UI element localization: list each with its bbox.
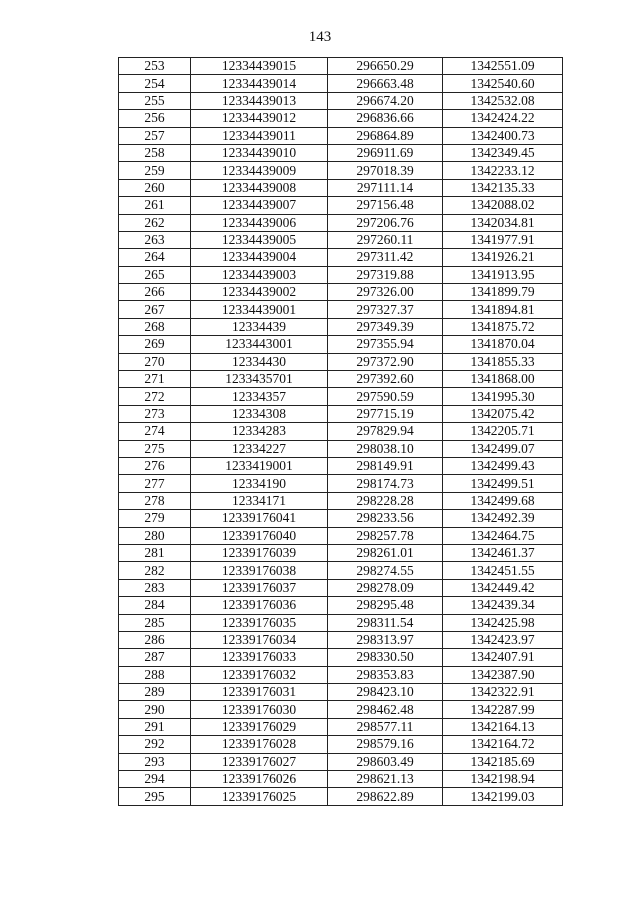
y-coordinate-cell: 1341855.33 [443,353,563,370]
row-number-cell: 265 [119,266,191,283]
y-coordinate-cell: 1342499.68 [443,492,563,509]
x-coordinate-cell: 297319.88 [328,266,443,283]
y-coordinate-cell: 1342407.91 [443,649,563,666]
x-coordinate-cell: 297260.11 [328,231,443,248]
point-id-cell: 12334439009 [191,162,328,179]
row-number-cell: 272 [119,388,191,405]
x-coordinate-cell: 298278.09 [328,579,443,596]
point-id-cell: 12339176041 [191,510,328,527]
x-coordinate-cell: 298353.83 [328,666,443,683]
y-coordinate-cell: 1342164.72 [443,736,563,753]
row-number-cell: 273 [119,405,191,422]
row-number-cell: 266 [119,284,191,301]
table-row [119,771,563,788]
table-row [119,371,563,388]
row-number-cell: 279 [119,510,191,527]
x-coordinate-cell: 298295.48 [328,597,443,614]
x-coordinate-cell: 296836.66 [328,110,443,127]
table-row [119,614,563,631]
y-coordinate-cell: 1342349.45 [443,144,563,161]
point-id-cell: 12334439012 [191,110,328,127]
y-coordinate-cell: 1341899.79 [443,284,563,301]
table-row [119,492,563,509]
y-coordinate-cell: 1342387.90 [443,666,563,683]
x-coordinate-cell: 296864.89 [328,127,443,144]
x-coordinate-cell: 298462.48 [328,701,443,718]
table-row [119,336,563,353]
point-id-cell: 12339176033 [191,649,328,666]
x-coordinate-cell: 297829.94 [328,423,443,440]
table-row [119,597,563,614]
y-coordinate-cell: 1342088.02 [443,197,563,214]
row-number-cell: 293 [119,753,191,770]
point-id-cell: 12339176027 [191,753,328,770]
coordinates-table-container [118,57,562,806]
point-id-cell: 12334357 [191,388,328,405]
point-id-cell: 12339176031 [191,684,328,701]
point-id-cell: 12334190 [191,475,328,492]
table-row [119,162,563,179]
y-coordinate-cell: 1342532.08 [443,92,563,109]
row-number-cell: 261 [119,197,191,214]
x-coordinate-cell: 297355.94 [328,336,443,353]
y-coordinate-cell: 1342499.07 [443,440,563,457]
x-coordinate-cell: 297326.00 [328,284,443,301]
row-number-cell: 284 [119,597,191,614]
point-id-cell: 12334439011 [191,127,328,144]
point-id-cell: 12334439007 [191,197,328,214]
row-number-cell: 269 [119,336,191,353]
point-id-cell: 12339176032 [191,666,328,683]
table-row [119,58,563,75]
point-id-cell: 12339176040 [191,527,328,544]
x-coordinate-cell: 298579.16 [328,736,443,753]
table-row [119,144,563,161]
y-coordinate-cell: 1342449.42 [443,579,563,596]
point-id-cell: 12334439005 [191,231,328,248]
row-number-cell: 277 [119,475,191,492]
table-row [119,197,563,214]
row-number-cell: 285 [119,614,191,631]
x-coordinate-cell: 298311.54 [328,614,443,631]
point-id-cell: 12334439001 [191,301,328,318]
y-coordinate-cell: 1341875.72 [443,318,563,335]
x-coordinate-cell: 296674.20 [328,92,443,109]
row-number-cell: 259 [119,162,191,179]
y-coordinate-cell: 1342424.22 [443,110,563,127]
point-id-cell: 12339176038 [191,562,328,579]
y-coordinate-cell: 1342540.60 [443,75,563,92]
row-number-cell: 258 [119,144,191,161]
y-coordinate-cell: 1342322.91 [443,684,563,701]
x-coordinate-cell: 298622.89 [328,788,443,805]
row-number-cell: 262 [119,214,191,231]
row-number-cell: 255 [119,92,191,109]
y-coordinate-cell: 1342135.33 [443,179,563,196]
x-coordinate-cell: 297715.19 [328,405,443,422]
row-number-cell: 267 [119,301,191,318]
table-row [119,301,563,318]
y-coordinate-cell: 1342451.55 [443,562,563,579]
row-number-cell: 276 [119,457,191,474]
x-coordinate-cell: 298261.01 [328,544,443,561]
y-coordinate-cell: 1342075.42 [443,405,563,422]
page-number: 143 [308,29,332,45]
point-id-cell: 12334439010 [191,144,328,161]
y-coordinate-cell: 1341995.30 [443,388,563,405]
y-coordinate-cell: 1342423.97 [443,631,563,648]
x-coordinate-cell: 296911.69 [328,144,443,161]
table-row [119,736,563,753]
x-coordinate-cell: 296650.29 [328,58,443,75]
x-coordinate-cell: 298257.78 [328,527,443,544]
coordinates-table [118,57,563,806]
x-coordinate-cell: 298621.13 [328,771,443,788]
y-coordinate-cell: 1342205.71 [443,423,563,440]
point-id-cell: 12339176028 [191,736,328,753]
y-coordinate-cell: 1342461.37 [443,544,563,561]
point-id-cell: 12334439006 [191,214,328,231]
row-number-cell: 274 [119,423,191,440]
table-row [119,631,563,648]
x-coordinate-cell: 298274.55 [328,562,443,579]
table-row [119,684,563,701]
x-coordinate-cell: 298038.10 [328,440,443,457]
row-number-cell: 281 [119,544,191,561]
y-coordinate-cell: 1342492.39 [443,510,563,527]
point-id-cell: 12339176030 [191,701,328,718]
table-row [119,457,563,474]
x-coordinate-cell: 297311.42 [328,249,443,266]
table-row [119,579,563,596]
x-coordinate-cell: 297349.39 [328,318,443,335]
x-coordinate-cell: 298423.10 [328,684,443,701]
point-id-cell: 12334439 [191,318,328,335]
table-row [119,353,563,370]
point-id-cell: 12339176025 [191,788,328,805]
row-number-cell: 253 [119,58,191,75]
x-coordinate-cell: 297392.60 [328,371,443,388]
y-coordinate-cell: 1342400.73 [443,127,563,144]
x-coordinate-cell: 297156.48 [328,197,443,214]
row-number-cell: 291 [119,718,191,735]
row-number-cell: 263 [119,231,191,248]
table-row [119,666,563,683]
point-id-cell: 1233435701 [191,371,328,388]
point-id-cell: 12334171 [191,492,328,509]
y-coordinate-cell: 1341870.04 [443,336,563,353]
table-row [119,649,563,666]
row-number-cell: 275 [119,440,191,457]
table-row [119,266,563,283]
point-id-cell: 12334308 [191,405,328,422]
table-row [119,110,563,127]
table-row [119,388,563,405]
row-number-cell: 260 [119,179,191,196]
point-id-cell: 12339176036 [191,597,328,614]
table-row [119,510,563,527]
row-number-cell: 290 [119,701,191,718]
x-coordinate-cell: 297327.37 [328,301,443,318]
y-coordinate-cell: 1342464.75 [443,527,563,544]
table-row [119,214,563,231]
table-row [119,423,563,440]
y-coordinate-cell: 1342164.13 [443,718,563,735]
table-row [119,179,563,196]
row-number-cell: 271 [119,371,191,388]
x-coordinate-cell: 297206.76 [328,214,443,231]
row-number-cell: 282 [119,562,191,579]
table-row [119,788,563,805]
table-row [119,475,563,492]
point-id-cell: 12334439013 [191,92,328,109]
row-number-cell: 254 [119,75,191,92]
table-row [119,405,563,422]
y-coordinate-cell: 1342233.12 [443,162,563,179]
row-number-cell: 268 [119,318,191,335]
point-id-cell: 1233419001 [191,457,328,474]
x-coordinate-cell: 296663.48 [328,75,443,92]
table-row [119,127,563,144]
table-row [119,701,563,718]
row-number-cell: 292 [119,736,191,753]
x-coordinate-cell: 297018.39 [328,162,443,179]
row-number-cell: 286 [119,631,191,648]
x-coordinate-cell: 298174.73 [328,475,443,492]
row-number-cell: 256 [119,110,191,127]
table-row [119,753,563,770]
table-row [119,249,563,266]
row-number-cell: 295 [119,788,191,805]
point-id-cell: 12334439015 [191,58,328,75]
point-id-cell: 12334227 [191,440,328,457]
y-coordinate-cell: 1342199.03 [443,788,563,805]
x-coordinate-cell: 298577.11 [328,718,443,735]
table-row [119,544,563,561]
table-row [119,92,563,109]
y-coordinate-cell: 1342425.98 [443,614,563,631]
y-coordinate-cell: 1342185.69 [443,753,563,770]
table-row [119,718,563,735]
y-coordinate-cell: 1341977.91 [443,231,563,248]
table-row [119,527,563,544]
point-id-cell: 12334439002 [191,284,328,301]
y-coordinate-cell: 1342034.81 [443,214,563,231]
point-id-cell: 12334439003 [191,266,328,283]
point-id-cell: 12339176035 [191,614,328,631]
x-coordinate-cell: 298233.56 [328,510,443,527]
row-number-cell: 287 [119,649,191,666]
point-id-cell: 12334439004 [191,249,328,266]
y-coordinate-cell: 1341913.95 [443,266,563,283]
row-number-cell: 294 [119,771,191,788]
x-coordinate-cell: 298149.91 [328,457,443,474]
y-coordinate-cell: 1341926.21 [443,249,563,266]
table-row [119,318,563,335]
y-coordinate-cell: 1341868.00 [443,371,563,388]
table-row [119,231,563,248]
point-id-cell: 12339176026 [191,771,328,788]
row-number-cell: 289 [119,684,191,701]
y-coordinate-cell: 1342439.34 [443,597,563,614]
row-number-cell: 280 [119,527,191,544]
point-id-cell: 12339176039 [191,544,328,561]
table-row [119,562,563,579]
y-coordinate-cell: 1342499.43 [443,457,563,474]
point-id-cell: 12334439008 [191,179,328,196]
y-coordinate-cell: 1342287.99 [443,701,563,718]
point-id-cell: 12334430 [191,353,328,370]
row-number-cell: 264 [119,249,191,266]
x-coordinate-cell: 297372.90 [328,353,443,370]
point-id-cell: 12334439014 [191,75,328,92]
row-number-cell: 288 [119,666,191,683]
x-coordinate-cell: 298330.50 [328,649,443,666]
x-coordinate-cell: 297590.59 [328,388,443,405]
coordinates-table-body [119,58,563,806]
point-id-cell: 12339176029 [191,718,328,735]
row-number-cell: 257 [119,127,191,144]
y-coordinate-cell: 1342499.51 [443,475,563,492]
x-coordinate-cell: 297111.14 [328,179,443,196]
row-number-cell: 278 [119,492,191,509]
table-row [119,284,563,301]
x-coordinate-cell: 298313.97 [328,631,443,648]
point-id-cell: 12339176037 [191,579,328,596]
y-coordinate-cell: 1341894.81 [443,301,563,318]
point-id-cell: 12334283 [191,423,328,440]
point-id-cell: 1233443001 [191,336,328,353]
table-row [119,440,563,457]
x-coordinate-cell: 298228.28 [328,492,443,509]
row-number-cell: 283 [119,579,191,596]
point-id-cell: 12339176034 [191,631,328,648]
y-coordinate-cell: 1342198.94 [443,771,563,788]
x-coordinate-cell: 298603.49 [328,753,443,770]
y-coordinate-cell: 1342551.09 [443,58,563,75]
row-number-cell: 270 [119,353,191,370]
table-row [119,75,563,92]
